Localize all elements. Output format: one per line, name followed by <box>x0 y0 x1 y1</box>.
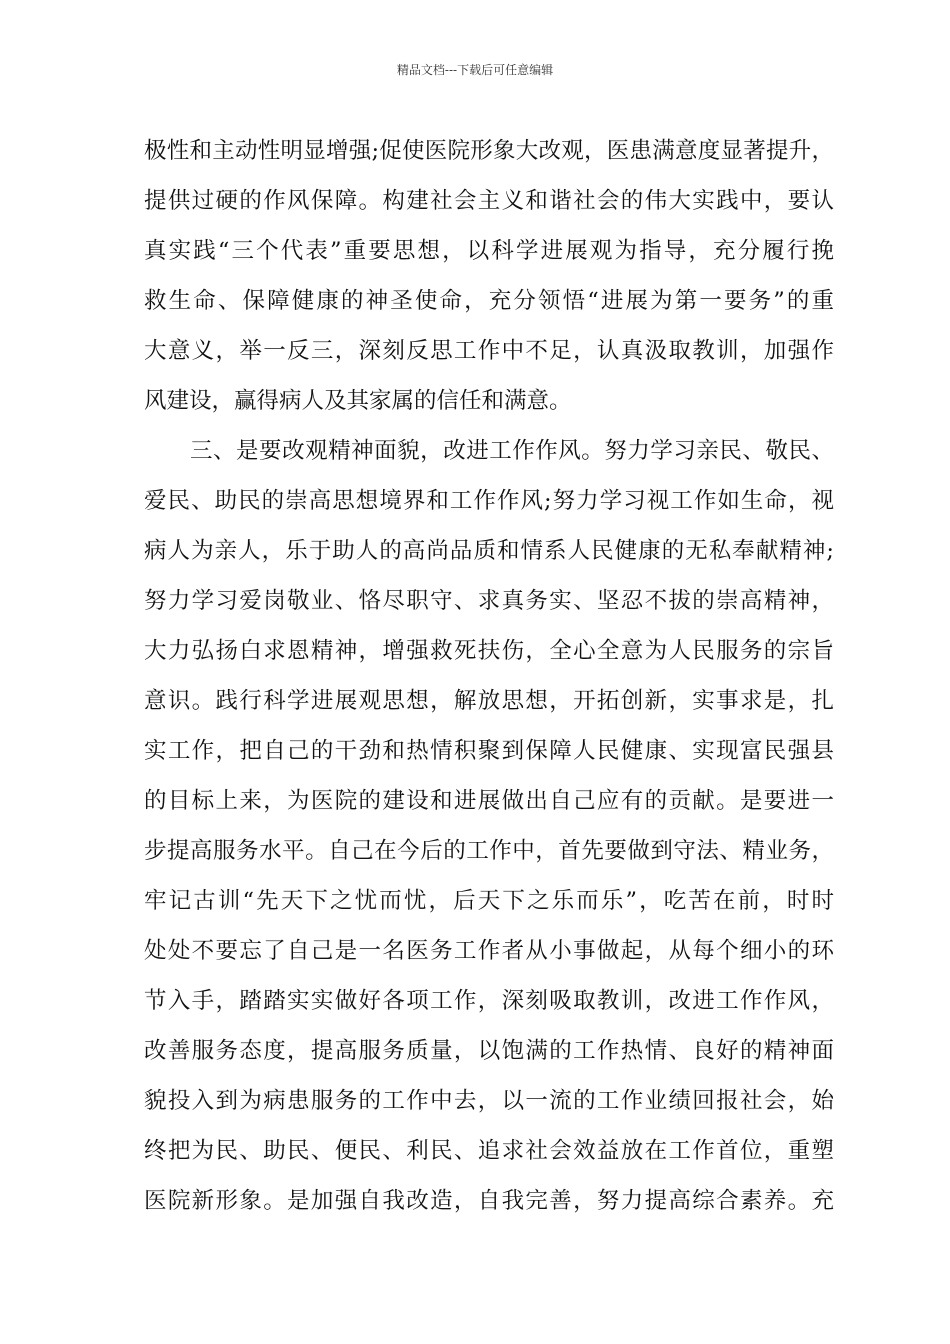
paragraph-2-line-11: 处处不要忘了自己是一名医务工作者从小事做起，从每个细小的环 <box>144 938 834 964</box>
paragraph-2-line-9: 步提高服务水平。自己在今后的工作中，首先要做到守法、精业务， <box>144 838 834 864</box>
paragraph-1-line-4: 救生命、保障健康的神圣使命，充分领悟“进展为第一要务”的重 <box>144 288 834 314</box>
paragraph-1-line-2: 提供过硬的作风保障。构建社会主义和谐社会的伟大实践中，要认 <box>144 188 834 214</box>
paragraph-2-line-10: 牢记古训“先天下之忧而忧，后天下之乐而乐”，吃苦在前，时时 <box>144 888 834 914</box>
paragraph-2-line-1: 三、是要改观精神面貌，改进工作作风。努力学习亲民、敬民、 <box>190 438 834 464</box>
paragraph-2-line-5: 大力弘扬白求恩精神，增强救死扶伤，全心全意为人民服务的宗旨 <box>144 638 834 664</box>
body-text <box>144 126 834 1226</box>
paragraph-2-line-14: 貌投入到为病患服务的工作中去，以一流的工作业绩回报社会，始 <box>144 1088 834 1114</box>
paragraph-2-line-12: 节入手，踏踏实实做好各项工作，深刻吸取教训，改进工作作风， <box>144 988 834 1014</box>
paragraph-1-line-3: 真实践“三个代表”重要思想，以科学进展观为指导，充分履行挽 <box>144 238 834 264</box>
paragraph-2-line-2: 爱民、助民的崇高思想境界和工作作风;努力学习视工作如生命，视 <box>144 488 834 514</box>
paragraph-2-line-8: 的目标上来，为医院的建设和进展做出自己应有的贡献。是要进一 <box>144 788 834 814</box>
paragraph-2-line-15: 终把为民、助民、便民、利民、追求社会效益放在工作首位，重塑 <box>144 1138 834 1164</box>
paragraph-2-line-13: 改善服务态度，提高服务质量，以饱满的工作热情、良好的精神面 <box>144 1038 834 1064</box>
page-header: 精品文档---下载后可任意编辑 <box>396 63 554 77</box>
paragraph-2-line-6: 意识。践行科学进展观思想，解放思想，开拓创新，实事求是，扎 <box>144 688 834 714</box>
paragraph-1-line-6: 风建设，赢得病人及其家属的信任和满意。 <box>144 388 572 414</box>
paragraph-1-line-1: 极性和主动性明显增强;促使医院形象大改观，医患满意度显著提升， <box>144 138 834 164</box>
paragraph-2-line-7: 实工作，把自己的干劲和热情积聚到保障人民健康、实现富民强县 <box>144 738 834 764</box>
paragraph-2-line-4: 努力学习爱岗敬业、恪尽职守、求真务实、坚忍不拔的崇高精神， <box>144 588 834 614</box>
paragraph-2-line-3: 病人为亲人，乐于助人的高尚品质和情系人民健康的无私奉献精神; <box>144 538 834 564</box>
paragraph-2-line-16: 医院新形象。是加强自我改造，自我完善，努力提高综合素养。充 <box>144 1188 834 1214</box>
paragraph-1-line-5: 大意义，举一反三，深刻反思工作中不足，认真汲取教训，加强作 <box>144 338 834 364</box>
